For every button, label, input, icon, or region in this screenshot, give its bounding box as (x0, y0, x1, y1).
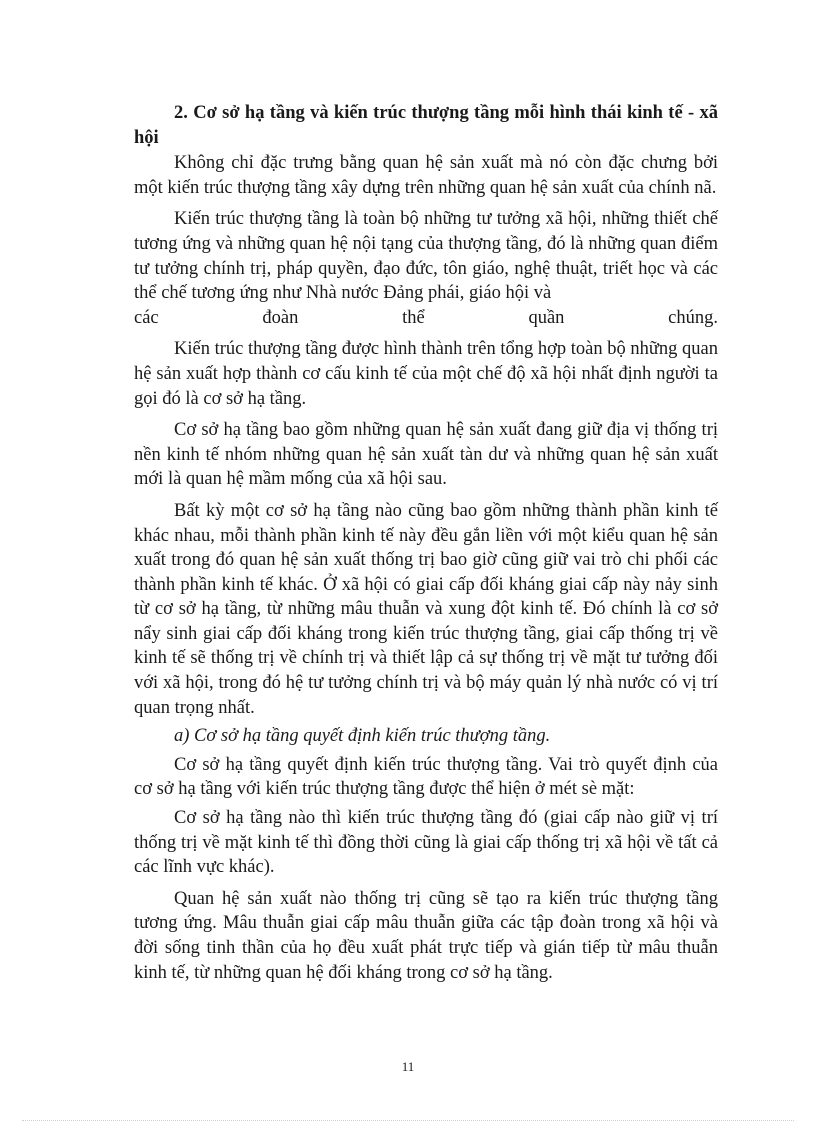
paragraph-1: Không chỉ đặc trưng bằng quan hệ sản xuất mà nó còn đặc chưng bởi một kiến trúc thượng tầng xây dựng trên những quan hệ sản xuất của chính nã. (134, 153, 718, 198)
paragraph-5: Bất kỳ một cơ sở hạ tầng nào cũng bao gồm những thành phần kinh tế khác nhau, mỗi thành phần kinh tế này đều gắn liền với một kiểu quan hệ sản xuất trong đó quan hệ sản xuất thống trị bao giờ cũng giữ vai trò chi phối các thành phần kinh tế khác. Ở xã hội có giai cấp đối kháng giai cấp này nảy sinh từ cơ sở hạ tầng, từ những mâu thuẫn và xung đột kinh tế. Đó chính là cơ sở nẩy sinh giai cấp đối kháng trong kiến trúc thượng tầng, giai cấp thống trị về kinh tế sẽ thống trị về chính trị và thiết lập cả sự thống trị về mặt tư tưởng đối với xã hội, trong đó hệ tư tưởng chính trị và bộ máy quản lý nhà nước có vị trí quan trọng nhất. (134, 500, 718, 718)
section-heading: 2. Cơ sở hạ tầng và kiến trúc thượng tầng mỗi hình thái kinh tế - xã hội (134, 103, 718, 148)
paragraph-4: Cơ sở hạ tầng bao gồm những quan hệ sản xuất đang giữ địa vị thống trị nền kinh tế nhóm những quan hệ sản xuất tàn dư và những quan hệ sản xuất mới là quan hệ mầm mống của xã hội sau. (134, 420, 718, 490)
subsection-heading: a) Cơ sở hạ tầng quyết định kiến trúc thượng tầng. (174, 726, 551, 747)
paragraph-7: Cơ sở hạ tầng nào thì kiến trúc thượng tầng đó (giai cấp nào giữ vị trí thống trị về mặt kinh tế thì đồng thời cũng là giai cấp thống trị xã hội về tất cả các lĩnh vực khác). (134, 808, 718, 878)
document-body (134, 101, 718, 992)
paragraph-2 (134, 207, 718, 330)
paragraph-6: Cơ sở hạ tầng quyết định kiến trúc thượng tầng. Vai trò quyết định của cơ sở hạ tầng với kiến trúc thượng tầng được thể hiện ở mét sè mặt: (134, 754, 718, 800)
paragraph-3: Kiến trúc thượng tầng được hình thành trên tổng hợp toàn bộ những quan hệ sản xuất hợp thành cơ cấu kinh tế của một chế độ xã hội nhất định người ta gọi đó là cơ sở hạ tầng. (134, 339, 718, 409)
paragraph-8: Quan hệ sản xuất nào thống trị cũng sẽ tạo ra kiến trúc thượng tầng tương ứng. Mâu thuẫn giai cấp mâu thuẫn giữa các tập đoàn trong xã hội và đời sống tinh thần của họ đều xuất phát trực tiếp và gián tiếp từ mâu thuẫn kinh tế, từ những quan hệ đối kháng trong cơ sở hạ tầng. (134, 888, 718, 983)
page-bottom-divider (22, 1120, 794, 1121)
page-number: 11 (401, 1059, 415, 1074)
paragraph-2-text: Kiến trúc thượng tầng là toàn bộ những tư tưởng xã hội, những thiết chế tương ứng và những quan hệ nội tạng của thượng tầng, đó là những quan điểm tư tưởng chính trị, pháp quyền, đạo đức, tôn giáo, nghệ thuật, triết học và các thể chế tương ứng như Nhà nước Đảng phái, giáo hội và (134, 209, 718, 304)
paragraph-2-last-line: các đoàn thể quần chúng. (134, 307, 718, 328)
